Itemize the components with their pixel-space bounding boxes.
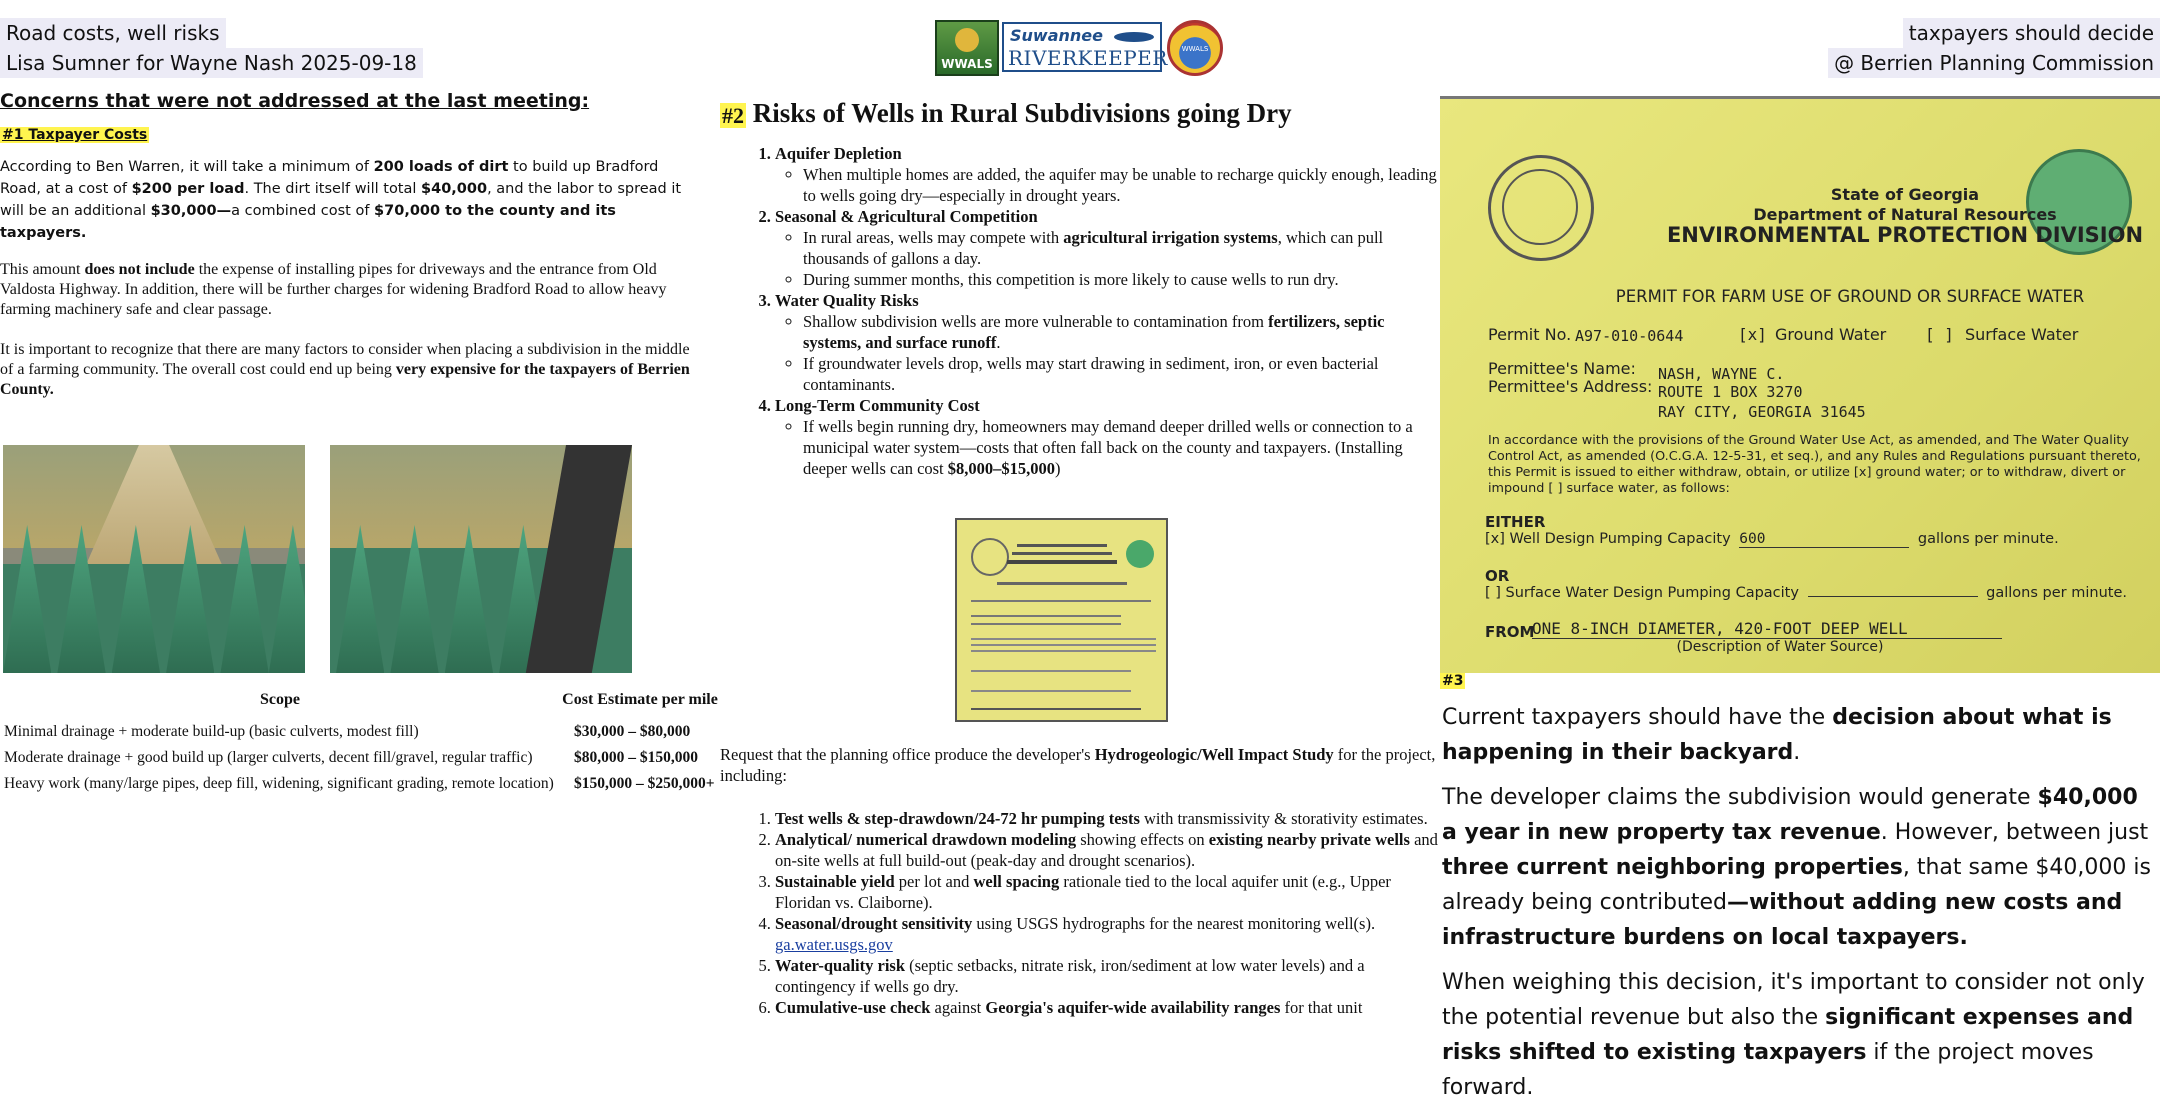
- permit-thumbnail: [955, 518, 1168, 722]
- ground-water-checkbox: [x]: [1738, 325, 1767, 344]
- list-item: 4. Seasonal/drought sensitivity using USGS hydrographs for the nearest monitoring well(s). ga.water.usgs.gov: [775, 913, 1440, 955]
- permittee-address-1: ROUTE 1 BOX 3270: [1658, 383, 1803, 401]
- permit-title: PERMIT FOR FARM USE OF GROUND OR SURFACE WATER: [1615, 287, 2085, 306]
- list-item: 1. Aquifer Depletion ◦ When multiple homes are added, the aquifer may be unable to recharge quickly enough, leading to wells going dry—especially in drought years.: [775, 143, 1440, 206]
- weighing-paragraph: When weighing this decision, it's important to consider not only the potential revenue but also the significant expenses and risks shifted to existing taxpayers if the project moves forward.: [1442, 970, 2145, 1100]
- list-item: ◦ During summer months, this competition is more likely to cause wells to run dry.: [803, 269, 1440, 290]
- study-requirements: [720, 808, 1440, 1018]
- well-risks-heading: #2 Risks of Wells in Rural Subdivisions going Dry: [722, 98, 1292, 128]
- list-item: ◦ When multiple homes are added, the aquifer may be unable to recharge quickly enough, leading to wells going dry—especially in drought years.: [803, 164, 1440, 206]
- list-item: 6. Cumulative-use check against Georgia's aquifer-wide availability ranges for that unit: [775, 997, 1440, 1018]
- list-item: 2. Analytical/ numerical drawdown modeling showing effects on existing nearby private wells and on-site wells at full build-out (peak-day and drought scenarios).: [775, 829, 1440, 871]
- table-cell-scope: Minimal drainage + moderate build-up (basic culverts, modest fill): [4, 723, 419, 740]
- surface-water-checkbox: [ ]: [1925, 325, 1954, 344]
- usgs-link[interactable]: ga.water.usgs.gov: [775, 935, 893, 954]
- permit-surface-line: [ ] Surface Water Design Pumping Capacity gallons per minute.: [1485, 585, 2127, 601]
- table-row: [2, 745, 722, 771]
- study-list: [720, 808, 1440, 1018]
- revenue-paragraph: The developer claims the subdivision would generate $40,000 a year in new property tax revenue. However, between just three current neighboring properties, that same $40,000 is already being contributed—without adding new costs and infrastructure burdens on local taxpayers.: [1442, 785, 2151, 950]
- table-header-scope: Scope: [260, 691, 300, 708]
- risk-list: [720, 143, 1440, 479]
- table-header-cost: Cost Estimate per mile: [562, 691, 718, 708]
- suwannee-riverkeeper-logo: Suwannee RIVERKEEPER: [1002, 22, 1162, 72]
- well-capacity-value: 600: [1739, 531, 1909, 548]
- permit-body-3: this Permit is issued to either withdraw, obtain, or utilize [x] ground water; or to withdraw, divert or: [1488, 465, 2126, 480]
- farm-water-permit-image: [1440, 96, 2160, 673]
- taxpayer-costs-column: [0, 90, 690, 400]
- permit-no-label: Permit No.: [1488, 325, 1572, 344]
- permit-state: State of Georgia: [1830, 185, 1980, 204]
- concerns-heading: Concerns that were not addressed at the last meeting:: [0, 90, 590, 112]
- section-3-tag: #3: [1442, 673, 1464, 689]
- permittee-address-label: Permittee's Address:: [1488, 377, 1653, 396]
- list-item: 4. Long-Term Community Cost ◦ If wells begin running dry, homeowners may demand deeper drilled wells or connection to a municipal water system—costs that often fall back on the county and taxpayers. (Installing deeper wells can cost $8,000–$15,000): [775, 395, 1440, 479]
- list-item: 2. Seasonal & Agricultural Competition ◦ In rural areas, wells may compete with agricultural irrigation systems, which can pull thousands of gallons a day. ◦ During summer months, this competition is more likely to cause wells to run dry.: [775, 206, 1440, 290]
- farm-equipment-photo: [330, 445, 632, 673]
- permit-from-value: ONE 8-INCH DIAMETER, 420-FOOT DEEP WELL: [1532, 619, 2002, 639]
- permit-from-label: FROM: [1485, 623, 1535, 641]
- table-row: [2, 719, 722, 745]
- study-request-paragraph: Request that the planning office produce the developer's Hydrogeologic/Well Impact Study for the project, including:: [720, 745, 1436, 785]
- surface-water-label: Surface Water: [1965, 325, 2079, 344]
- list-item: ◦ In rural areas, wells may compete with agricultural irrigation systems, which can pull thousands of gallons a day.: [803, 227, 1440, 269]
- well-risks-column: [720, 96, 1440, 479]
- seal-inner-ring: [1502, 169, 1578, 245]
- table-cell-cost: $30,000 – $80,000: [574, 723, 691, 740]
- factors-paragraph: It is important to recognize that there are many factors to consider when placing a subdivision in the middle of a farming community. The overall cost could end up being very expensive for the taxpayers of Berrien County.: [0, 341, 690, 398]
- list-item: 3. Water Quality Risks ◦ Shallow subdivision wells are more vulnerable to contamination from fertilizers, septic systems, and surface runoff. ◦ If groundwater levels drop, wells may start drawing in sediment, iron, or even bacterial contaminants.: [775, 290, 1440, 395]
- permittee-name-label: Permittee's Name:: [1488, 359, 1636, 378]
- section-1-tag: #1 Taxpayer Costs: [2, 127, 148, 143]
- section-2-tag: #2: [722, 102, 744, 128]
- list-item: ◦ If wells begin running dry, homeowners may demand deeper drilled wells or connection to a municipal water system—costs that often fall back on the county and taxpayers. (Installing deeper wells can cost $8,000–$15,000): [803, 416, 1440, 479]
- fish-icon: [1114, 32, 1154, 42]
- permit-body-4: impound [ ] surface water, as follows:: [1488, 481, 1730, 496]
- road-cost-table: [2, 690, 722, 797]
- permit-no: A97-010-0644: [1575, 327, 1684, 345]
- permit-body-1: In accordance with the provisions of the Ground Water Use Act, as amended, and The Water Quality: [1488, 433, 2129, 448]
- logo-strip: [935, 18, 1225, 78]
- dirt-cost-paragraph: According to Ben Warren, it will take a minimum of 200 loads of dirt to build up Bradford Road, at a cost of $200 per load. The dirt itself will total $40,000, and the labor to spread it will be an additional $30,000—a combined cost of $70,000 to the county and its taxpayers.: [0, 159, 682, 241]
- list-item: 1. Test wells & step-drawdown/24-72 hr pumping tests with transmissivity & storativity estimates.: [775, 808, 1440, 829]
- table-cell-scope: Moderate drainage + good build up (larger culverts, decent fill/gravel, regular traffic): [4, 749, 533, 766]
- permit-from-caption: (Description of Water Source): [1676, 639, 1884, 655]
- list-item: 5. Water-quality risk (septic setbacks, nitrate risk, iron/sediment at low water levels) and a contingency if wells go dry.: [775, 955, 1440, 997]
- permittee-address-2: RAY CITY, GEORGIA 31645: [1658, 403, 1866, 421]
- list-item: ◦ Shallow subdivision wells are more vulnerable to contamination from fertilizers, septic systems, and surface runoff.: [803, 311, 1440, 353]
- table-cell-cost: $150,000 – $250,000+: [574, 775, 715, 792]
- permit-or: OR: [1485, 567, 1510, 585]
- taxpayer-decision-column: [1442, 700, 2158, 1105]
- table-row: [2, 771, 722, 797]
- permit-division: ENVIRONMENTAL PROTECTION DIVISION: [1666, 223, 2144, 247]
- permit-either: EITHER: [1485, 513, 1546, 531]
- permit-body-2: Control Act, as amended (O.C.G.A. 12-5-31, et seq.), and any Rules and Regulations pursuant thereto,: [1488, 449, 2141, 464]
- table-cell-cost: $80,000 – $150,000: [574, 749, 698, 766]
- wwals-logo: WWALS: [935, 20, 999, 76]
- list-item: ◦ If groundwater levels drop, wells may start drawing in sediment, iron, or even bacterial contaminants.: [803, 353, 1440, 395]
- header-author-date: Lisa Sumner for Wayne Nash 2025-09-18: [0, 48, 423, 78]
- header-right-line1: taxpayers should decide: [1903, 18, 2160, 48]
- ground-water-label: Ground Water: [1775, 325, 1887, 344]
- permit-well-line: [x] Well Design Pumping Capacity 600 gallons per minute.: [1485, 531, 2059, 547]
- header-title: Road costs, well risks: [0, 18, 226, 48]
- decision-paragraph: Current taxpayers should have the decision about what is happening in their backyard.: [1442, 705, 2112, 765]
- permittee-name: NASH, WAYNE C.: [1658, 365, 1785, 383]
- third-logo: WWALS: [1167, 20, 1223, 76]
- additional-costs-paragraph: This amount does not include the expense of installing pipes for driveways and the entrance from Old Valdosta Highway. In addition, there will be further charges for widening Bradford Road to allow heavy farming machinery safe and clear passage.: [0, 261, 667, 318]
- table-cell-scope: Heavy work (many/large pipes, deep fill, widening, significant grading, remote location): [4, 775, 554, 792]
- farm-road-photo: [3, 445, 305, 673]
- header-right-line2: @ Berrien Planning Commission: [1828, 48, 2160, 78]
- permit-dept: Department of Natural Resources: [1753, 205, 2057, 224]
- list-item: 3. Sustainable yield per lot and well spacing rationale tied to the local aquifer unit (e.g., Upper Floridan vs. Claiborne).: [775, 871, 1440, 913]
